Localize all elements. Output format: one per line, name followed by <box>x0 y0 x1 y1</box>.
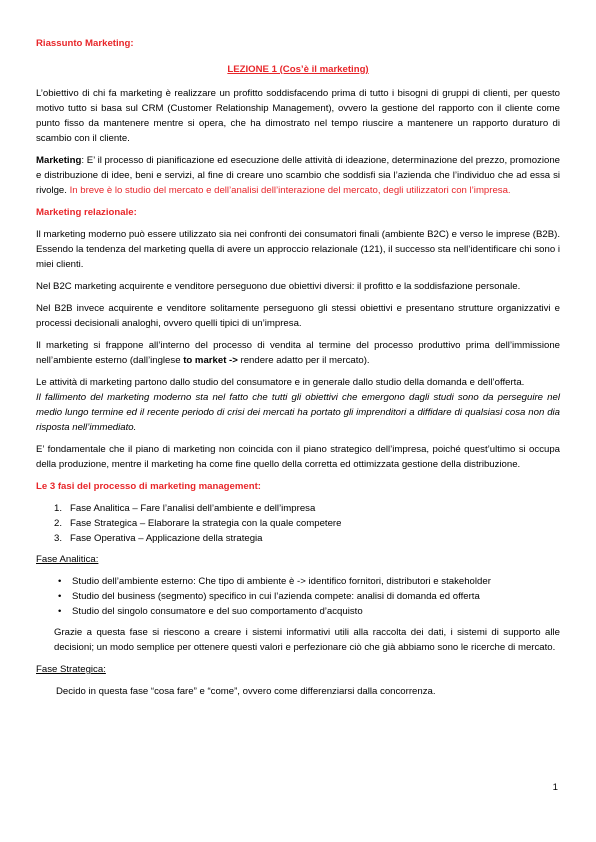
list-item <box>36 589 560 604</box>
marketing-definition-highlight: In breve è lo studio del mercato e dell’analisi dell’interazione del mercato, degli utilizzatori con l’impresa. <box>69 185 511 196</box>
analytic-bullet-list <box>36 574 560 619</box>
relational-paragraph-2: Nel B2C marketing acquirente e venditore perseguono due obiettivi diversi: il profitto e la soddisfazione personale. <box>36 281 521 292</box>
to-market-term: to market -> <box>183 355 238 366</box>
strategic-phase-heading: Fase Strategica: <box>36 664 106 675</box>
intro-paragraph: L’obiettivo di chi fa marketing è realizzare un profitto soddisfacendo prima di tutto i bisogni di gruppi di clienti, per questo motivo tutto si basa sul CRM (Customer Relationship Management), ovvero la gestione del rapporto con il cliente come punto fisso da mantenere mentre si opera, che ha dimostrato nel tempo riuscire a mantenere un rapporto duraturo di scambio con il cliente. <box>36 88 560 144</box>
analytic-summary-paragraph: Grazie a questa fase si riescono a creare i sistemi informativi utili alla raccolta dei dati, i sistemi di supporto alle decisioni; un modo semplice per ottenere questi valori e perfezionare ciò che già abbiamo sono le ricerche di mercato. <box>54 627 560 653</box>
phases-heading: Le 3 fasi del processo di marketing management: <box>36 481 261 492</box>
list-item-text: Fase Operativa – Applicazione della strategia <box>70 533 263 544</box>
list-item-text: Studio dell’ambiente esterno: Che tipo di ambiente è -> identifico fornitori, distributori e stakeholder <box>72 576 491 587</box>
list-item-text: Fase Analitica – Fare l’analisi dell’ambiente e dell’impresa <box>70 503 316 514</box>
relational-paragraph-3: Nel B2B invece acquirente e venditore solitamente perseguono gli stessi obiettivi e presentano strutture organizzativi e processi decisionali analoghi, ovvero quelli tipici di un’impresa. <box>36 303 560 329</box>
list-item-text: Studio del singolo consumatore e del suo comportamento d’acquisto <box>72 606 363 617</box>
marketing-definition-paragraph <box>36 153 560 198</box>
phases-list <box>36 501 560 546</box>
strategic-phase-paragraph: Decido in questa fase “cosa fare” e “come”, ovvero come differenziarsi dalla concorrenza. <box>56 686 436 697</box>
list-item <box>36 574 560 589</box>
relational-paragraph-6: E’ fondamentale che il piano di marketing non coincida con il piano strategico dell’impresa, poiché quest’ultimo si occupa della produzione, mentre il marketing ha come fine quello della corretta ed ottimizzata gestione della distribuzione. <box>36 444 560 470</box>
document-title: Riassunto Marketing: <box>36 38 134 49</box>
relational-paragraph-4-start: Il marketing si frappone all’interno del processo di vendita al termine del processo produttivo prima dell’immissione nell’ambiente esterno (dall’inglese <box>36 340 560 366</box>
list-item <box>36 531 560 546</box>
relational-paragraph-5 <box>36 375 560 435</box>
list-item-text: Studio del business (segmento) specifico in cui l’azienda compete: analisi di domanda ed offerta <box>72 591 480 602</box>
bullet-icon: • <box>58 576 62 587</box>
list-item-text: Fase Strategica – Elaborare la strategia con la quale competere <box>70 518 342 529</box>
relational-paragraph-5-text: Le attività di marketing partono dallo studio del consumatore e in generale dallo studio della domanda e dell’offerta. <box>36 377 525 388</box>
document-body <box>36 36 560 706</box>
analytic-phase-heading: Fase Analitica: <box>36 554 99 565</box>
marketing-definition-text: : E’ il processo di pianificazione ed esecuzione delle attività di ideazione, determinazione del prezzo, promozione e distribuzione di idee, beni e servizi, al fine di creare uno scambio che soddisfi sia l’azienda che l’individuo che ad essa si rivolge. <box>36 155 560 196</box>
relational-paragraph-4-end: rendere adatto per il mercato). <box>237 355 370 366</box>
list-item <box>36 604 560 619</box>
lesson-title: LEZIONE 1 (Cos’è il marketing) <box>227 64 369 75</box>
relational-paragraph-5-italic: Il fallimento del marketing moderno sta nel fatto che tutti gli obiettivi che emergono dagli studi sono da perseguire nel medio lungo termine ed il recente periodo di crisi dei mercati ha portato gli imprenditori a diffidare di qualsiasi cosa non dia risposta nell’immediato. <box>36 392 560 433</box>
list-item-number: 1. <box>54 503 63 514</box>
bullet-icon: • <box>58 591 62 602</box>
list-item <box>36 516 560 531</box>
relational-marketing-heading: Marketing relazionale: <box>36 207 137 218</box>
list-item-number: 2. <box>54 518 63 529</box>
bullet-icon: • <box>58 606 62 617</box>
page-number: 1 <box>552 782 558 793</box>
list-item <box>36 501 560 516</box>
marketing-definition-label: Marketing <box>36 155 82 166</box>
relational-paragraph-1: Il marketing moderno può essere utilizzato sia nei confronti dei consumatori finali (ambiente B2C) e verso le imprese (B2B). Essendo la tendenza del marketing quella di avere un approccio relazionale (121), il successo sta nell’identificare chi sono i miei clienti. <box>36 229 560 270</box>
relational-paragraph-4 <box>36 338 560 368</box>
list-item-number: 3. <box>54 533 63 544</box>
